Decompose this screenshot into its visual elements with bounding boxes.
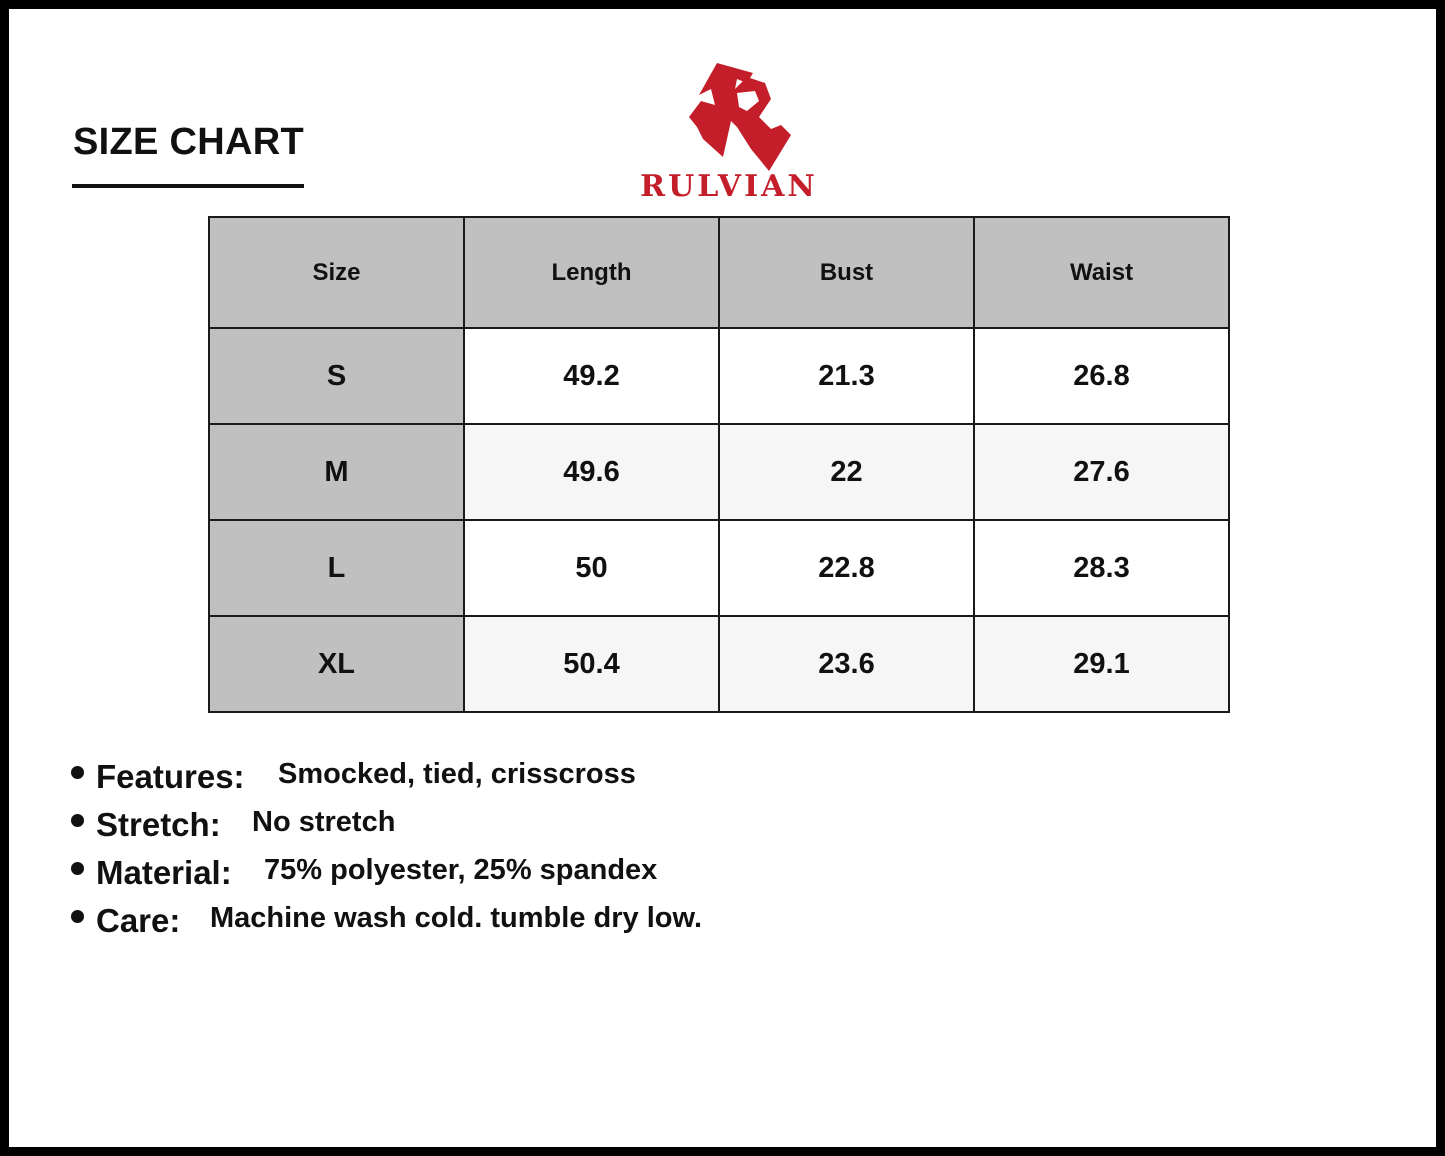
column-header-size: Size xyxy=(209,217,464,328)
bust-cell: 21.3 xyxy=(719,328,974,424)
feature-value: 75% polyester, 25% spandex xyxy=(264,854,658,886)
feature-value: Machine wash cold. tumble dry low. xyxy=(210,902,703,934)
feature-label: Care: xyxy=(96,902,181,939)
length-cell: 49.2 xyxy=(464,328,719,424)
feature-label: Features: xyxy=(96,758,245,795)
waist-cell: 29.1 xyxy=(974,616,1229,712)
length-cell: 49.6 xyxy=(464,424,719,520)
page-title: SIZE CHART xyxy=(73,121,304,163)
table-row xyxy=(209,328,1229,424)
feature-value: Smocked, tied, crisscross xyxy=(278,758,636,790)
size-cell: M xyxy=(209,424,464,520)
feature-label: Material: xyxy=(96,854,232,891)
waist-cell: 27.6 xyxy=(974,424,1229,520)
waist-cell: 26.8 xyxy=(974,328,1229,424)
length-cell: 50.4 xyxy=(464,616,719,712)
table-row xyxy=(209,616,1229,712)
title-underline xyxy=(72,184,304,188)
column-header-bust: Bust xyxy=(719,217,974,328)
length-cell: 50 xyxy=(464,520,719,616)
size-cell: XL xyxy=(209,616,464,712)
column-header-waist: Waist xyxy=(974,217,1229,328)
size-cell: L xyxy=(209,520,464,616)
size-table xyxy=(208,216,1230,713)
table-body xyxy=(209,328,1229,712)
bust-cell: 23.6 xyxy=(719,616,974,712)
bullet-icon xyxy=(71,862,84,875)
feature-label: Stretch: xyxy=(96,806,221,843)
table-header-row xyxy=(209,217,1229,328)
table-row xyxy=(209,520,1229,616)
bullet-icon xyxy=(71,910,84,923)
bust-cell: 22 xyxy=(719,424,974,520)
feature-value: No stretch xyxy=(252,806,396,838)
column-header-length: Length xyxy=(464,217,719,328)
bust-cell: 22.8 xyxy=(719,520,974,616)
bullet-icon xyxy=(71,766,84,779)
brand-name: RULVIAN xyxy=(640,169,818,204)
waist-cell: 28.3 xyxy=(974,520,1229,616)
bullet-icon xyxy=(71,814,84,827)
size-cell: S xyxy=(209,328,464,424)
table-row xyxy=(209,424,1229,520)
